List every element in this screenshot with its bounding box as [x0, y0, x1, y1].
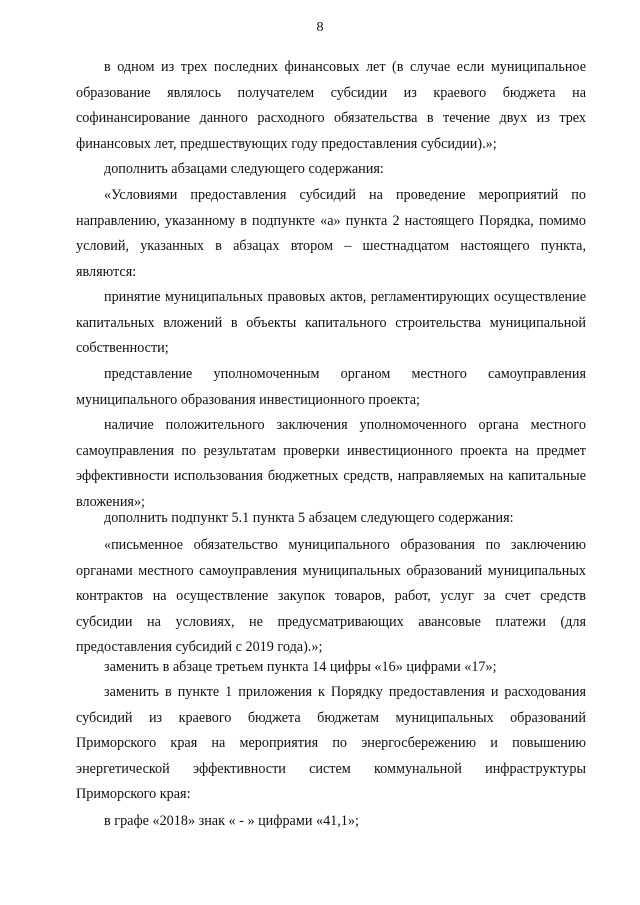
paragraph-4: принятие муниципальных правовых актов, регламентирующих осуществление капитальных вложений в объекты капитального строительства муниципальной собственности;: [76, 289, 586, 357]
paragraph-8: «письменное обязательство муниципального образования по заключению органами местного самоуправления муниципальных образований муниципальных контрактов на осуществление закупок товаров, работ, услуг за счет средств субсидии на условиях, не предусматривающих авансовые платежи (для предоставления субсидий с 2019 года).»;: [76, 537, 586, 656]
paragraph-10: заменить в пункте 1 приложения к Порядку предоставления и расходования субсидий из краевого бюджета бюджетам муниципальных образований Приморского края на мероприятия по энергосбережению и повышению энергетической эффективности систем коммунальной инфраструктуры Приморского края:: [76, 684, 586, 803]
paragraph-7: дополнить подпункт 5.1 пункта 5 абзацем следующего содержания:: [104, 510, 514, 526]
paragraph-2: дополнить абзацами следующего содержания:: [104, 161, 384, 177]
paragraph-5: представление уполномоченным органом местного самоуправления муниципального образования инвестиционного проекта;: [76, 366, 586, 408]
page-number: 8: [316, 20, 324, 35]
paragraph-9: заменить в абзаце третьем пункта 14 цифры «16» цифрами «17»;: [104, 659, 497, 675]
paragraph-3: «Условиями предоставления субсидий на проведение мероприятий по направлению, указанному в подпункте «а» пункта 2 настоящего Порядка, помимо условий, указанных в абзацах втором – шестнадцатом настоящего пункта, являются:: [76, 187, 586, 280]
paragraph-6: наличие положительного заключения уполномоченного органа местного самоуправления по результатам проверки инвестиционного проекта на предмет эффективности использования бюджетных средств, направляемых на капитальные вложения»;: [76, 417, 586, 510]
paragraph-1: в одном из трех последних финансовых лет (в случае если муниципальное образование являлось получателем субсидии из краевого бюджета на софинансирование данного расходного обязательства в течение двух из трех финансовых лет, предшествующих году предоставления субсидии).»;: [76, 59, 586, 152]
paragraph-11: в графе «2018» знак « - » цифрами «41,1»;: [104, 813, 359, 829]
